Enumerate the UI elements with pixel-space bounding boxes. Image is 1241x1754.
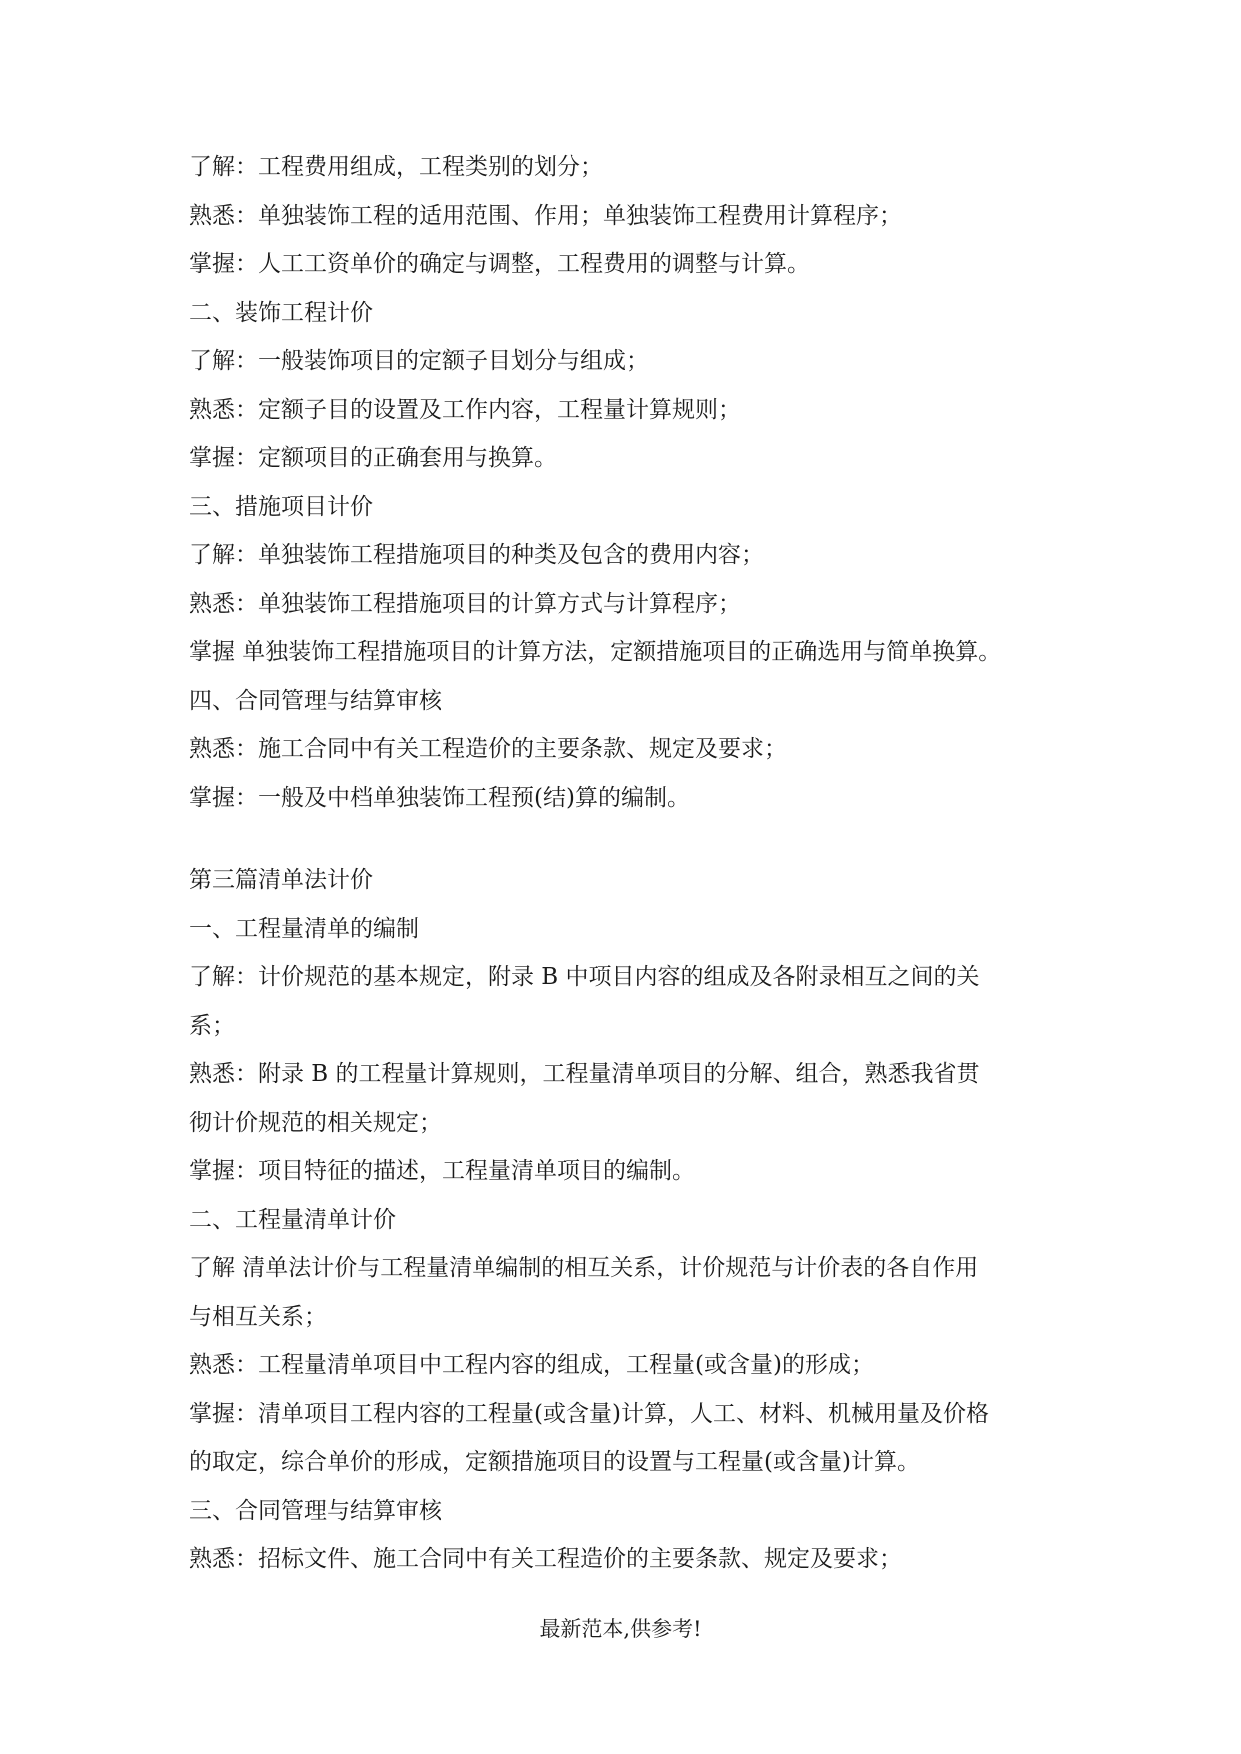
- text-line: 熟悉：工程量清单项目中工程内容的组成，工程量(或含量)的形成；: [189, 1352, 874, 1378]
- text-line: 彻计价规范的相关规定；: [189, 1109, 442, 1136]
- text-line: 了解 清单法计价与工程量清单编制的相互关系，计价规范与计价表的各自作用: [189, 1255, 979, 1281]
- text-line: 熟悉：施工合同中有关工程造价的主要条款、规定及要求；: [189, 736, 787, 762]
- text-line: 掌握：清单项目工程内容的工程量(或含量)计算，人工、材料、机械用量及价格: [189, 1400, 989, 1427]
- paragraph-gap: [189, 822, 1057, 856]
- text-line: 熟悉：招标文件、施工合同中有关工程造价的主要条款、规定及要求；: [189, 1546, 902, 1572]
- section-heading: 三、合同管理与结算审核: [189, 1497, 442, 1524]
- text-line: 了解：单独装饰工程措施项目的种类及包含的费用内容；: [189, 542, 764, 568]
- text-line: 熟悉：定额子目的设置及工作内容，工程量计算规则；: [189, 396, 741, 423]
- text-line: 熟悉：单独装饰工程的适用范围、作用；单独装饰工程费用计算程序；: [189, 202, 902, 229]
- text-line: 与相互关系；: [189, 1303, 327, 1330]
- text-line: 系；: [189, 1012, 235, 1039]
- text-line: 了解：计价规范的基本规定，附录 B 中项目内容的组成及各附录相互之间的关: [189, 964, 980, 990]
- page-footer: 最新范本,供参考!: [539, 1617, 702, 1641]
- section-heading: 一、工程量清单的编制: [189, 915, 419, 942]
- section-heading: 二、工程量清单计价: [189, 1206, 396, 1233]
- section-heading: 二、装饰工程计价: [189, 299, 373, 326]
- text-line: 了解：工程费用组成，工程类别的划分；: [189, 154, 603, 180]
- text-line: 掌握 单独装饰工程措施项目的计算方法，定额措施项目的正确选用与简单换算。: [189, 639, 1002, 665]
- text-line: 了解：一般装饰项目的定额子目划分与组成；: [189, 348, 649, 374]
- document-body: [189, 143, 1057, 1584]
- text-line: 熟悉：单独装饰工程措施项目的计算方式与计算程序；: [189, 590, 741, 617]
- section-block-b: [189, 856, 1057, 1584]
- text-line: 掌握：定额项目的正确套用与换算。: [189, 445, 557, 471]
- text-line: 熟悉：附录 B 的工程量计算规则，工程量清单项目的分解、组合，熟悉我省贯: [189, 1061, 980, 1087]
- text-line: 掌握：人工工资单价的确定与调整，工程费用的调整与计算。: [189, 251, 810, 277]
- text-line: 掌握：一般及中档单独装饰工程预(结)算的编制。: [189, 784, 690, 811]
- section-heading: 四、合同管理与结算审核: [189, 687, 442, 714]
- text-line: 掌握：项目特征的描述，工程量清单项目的编制。: [189, 1158, 695, 1184]
- part-title: 第三篇清单法计价: [189, 867, 373, 893]
- text-line: 的取定，综合单价的形成，定额措施项目的设置与工程量(或含量)计算。: [189, 1449, 920, 1475]
- section-block-a: [189, 143, 1057, 822]
- section-heading: 三、措施项目计价: [189, 493, 373, 520]
